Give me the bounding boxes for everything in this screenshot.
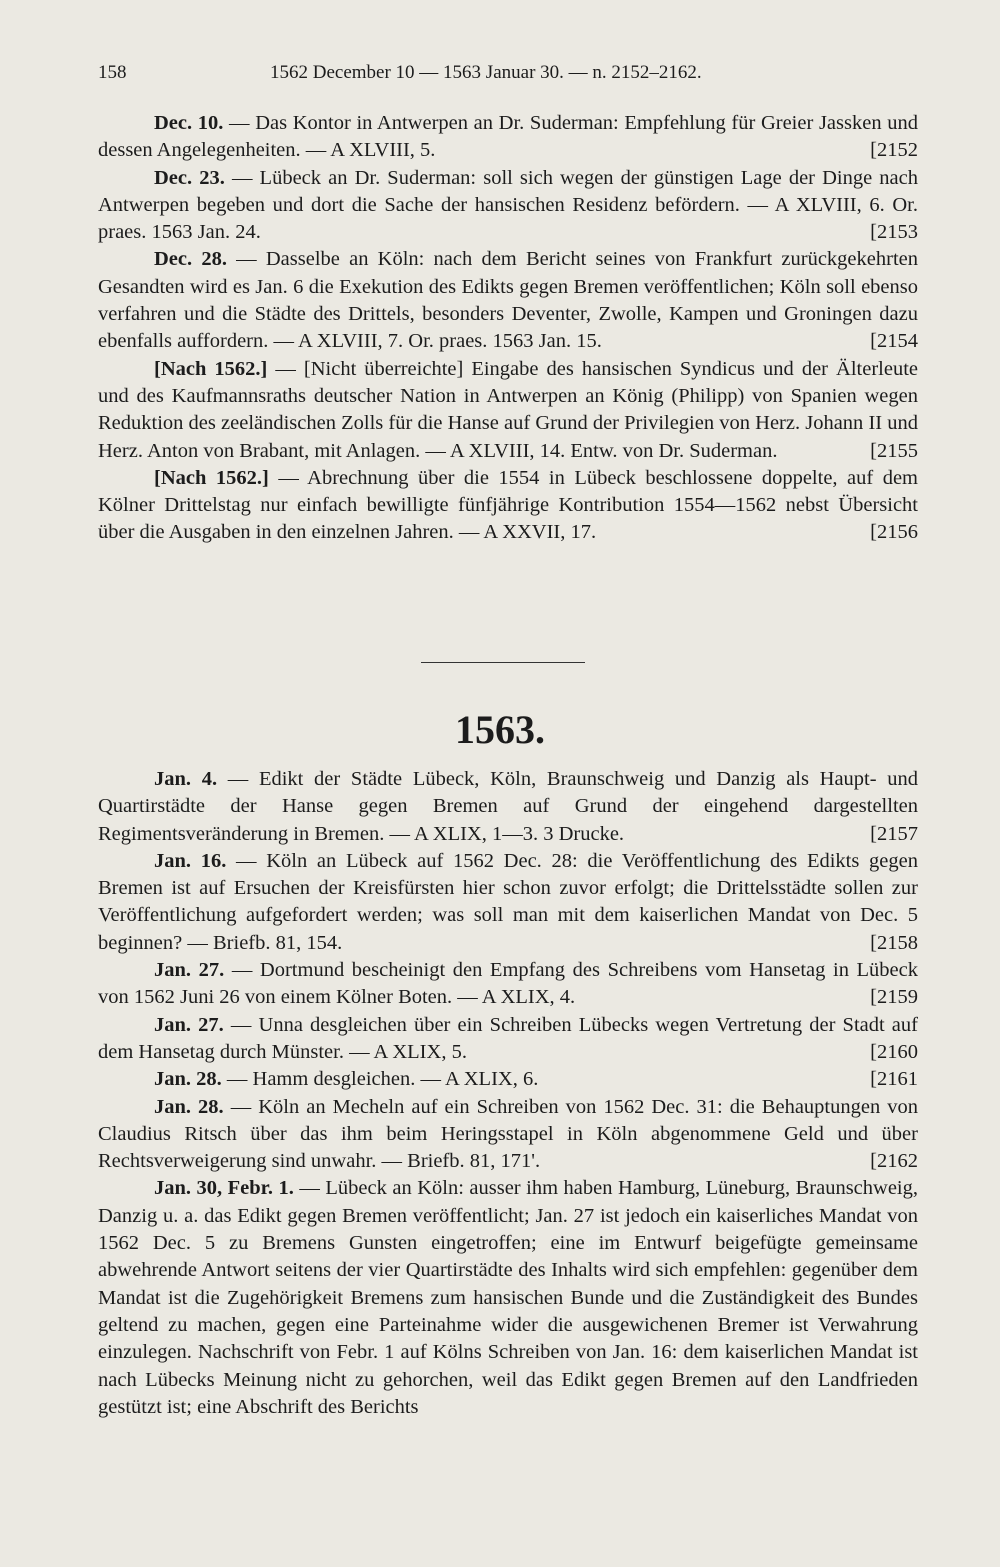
entries-1563: [98, 766, 918, 1421]
entry-text: — Dasselbe an Köln: nach dem Bericht seines von Frankfurt zurückgekehrten Gesandten wird es Jan. 6 die Exekution des Edikts gegen Bremen veröffentlichen; Köln soll ebenso verfahren und die Städte des Drittels, besonders Deventer, Zwolle, Kampen und Groningen dazu ebenfalls auffordern. — A XLVIII, 7. Or. praes. 1563 Jan. 15.: [98, 248, 918, 353]
entry-text: — Dortmund bescheinigt den Empfang des Schreibens vom Hansetag in Lübeck von 1562 Juni 26 von einem Kölner Boten. — A XLIX, 4.: [98, 959, 918, 1009]
page-number: 158: [98, 62, 127, 83]
entry-date: Jan. 28.: [154, 1095, 224, 1118]
entry-text: — Das Kontor in Antwerpen an Dr. Suderman: Empfehlung für Greier Jassken und dessen Angelegenheiten. — A XLVIII, 5.: [98, 112, 918, 162]
entry-number: [2162: [870, 1150, 918, 1173]
entry-number: [2156: [870, 521, 918, 544]
entry-text: — Lübeck an Köln: ausser ihm haben Hamburg, Lüneburg, Braunschweig, Danzig u. a. das Edikt gegen Bremen veröffentlicht; Jan. 27 ist jedoch ein kaiserliches Mandat von 1562 Dec. 5 zu Bremens Gunsten eingetroffen; eine im Entwurf beigefügte gemeinsame abwehrende Antwort seitens der vier Quartirstädte des Inhalts wird sich empfehlen: gegenüber dem Mandat ist die Zugehörigkeit Bremens zum hansischen Bunde und die Zuständigkeit des Bundes geltend zu machen, gegen eine Parteinahme wider die ausgewichenen Bremer ist Verwahrung einzulegen. Nachschrift von Febr. 1 auf Kölns Schreiben von Jan. 16: dem kaiserlichen Mandat ist nach Lübecks Meinung nicht zu gehorchen, weil das Edikt gegen Bremen auf den Landfrieden gestützt ist; eine Abschrift des Berichts: [98, 1177, 918, 1418]
entry-text: — Unna desgleichen über ein Schreiben Lübecks wegen Vertretung der Stadt auf dem Hansetag durch Münster. — A XLIX, 5.: [98, 1013, 918, 1063]
entry-number: [2153: [870, 221, 918, 244]
entry-text: — [Nicht überreichte] Eingabe des hansischen Syndicus und der Älterleute und des Kaufmannsraths deutscher Nation in Antwerpen an König (Philipp) von Spanien wegen Reduktion des zeeländischen Zolls für die Hanse auf Grund der Privilegien von Herz. Johann II und Herz. Anton von Brabant, mit Anlagen. — A XLVIII, 14. Entw. von Dr. Suderman.: [98, 357, 918, 462]
entry-date: Jan. 28.: [154, 1068, 222, 1091]
entry: [98, 1175, 918, 1421]
entry-date: [Nach 1562.]: [154, 466, 269, 489]
entry-number: [2155: [870, 439, 918, 462]
entry-date: Jan. 16.: [154, 849, 227, 872]
entry: [98, 1094, 918, 1176]
entry-number: [2159: [870, 986, 918, 1009]
entry: [98, 1012, 918, 1067]
entry: [98, 356, 918, 465]
entry-text: — Edikt der Städte Lübeck, Köln, Braunschweig und Danzig als Haupt- und Quartirstädte der Hanse gegen Bremen auf Grund der eingehend dargestellten Regimentsveränderung in Bremen. — A XLIX, 1—3. 3 Drucke.: [98, 768, 919, 845]
entry: [98, 465, 918, 547]
section-divider: [421, 662, 585, 663]
entry-text: — Lübeck an Dr. Suderman: soll sich wegen der günstigen Lage der Dinge nach Antwerpen begeben und dort die Sache der hansischen Residenz befördern. — A XLVIII, 6. Or. praes. 1563 Jan. 24.: [98, 166, 918, 244]
entry-date: Jan. 27.: [154, 959, 225, 982]
entry: [98, 246, 918, 355]
running-title: 1562 December 10 — 1563 Januar 30. — n. 2152–2162.: [270, 62, 702, 83]
entry-text: — Köln an Mecheln auf ein Schreiben von 1562 Dec. 31: die Behauptungen von Claudius Ritsch über das ihm beim Heringsstapel in Köln abgenommene Geld und über Rechtsverweigerung sind unwahr. — Briefb. 81, 171'.: [98, 1095, 918, 1173]
section-year-heading: 1563.: [455, 707, 545, 752]
entry-number: [2152: [870, 139, 918, 162]
entry: [98, 165, 918, 247]
entry-date: Jan. 4.: [154, 768, 218, 790]
entry: [98, 766, 918, 848]
entry-text: — Hamm desgleichen. — A XLIX, 6.: [221, 1068, 539, 1091]
entry-number: [2157: [870, 822, 918, 845]
entry-text: — Köln an Lübeck auf 1562 Dec. 28: die Veröffentlichung des Edikts gegen Bremen ist auf Ersuchen der Kreisfürsten hier schon zuvor erfolgt; die Drittelsstädte sollen zur Veröffentlichung aufgefordert werden; was soll man mit dem kaiserlichen Mandat von Dec. 5 beginnen? — Briefb. 81, 154.: [98, 849, 918, 954]
entry-date: Jan. 30, Febr. 1.: [154, 1177, 294, 1200]
entry: [98, 848, 918, 957]
entry: [98, 110, 918, 165]
entry-number: [2154: [870, 330, 918, 353]
entry-number: [2158: [870, 931, 918, 954]
entry-number: [2161: [870, 1068, 918, 1091]
page-header: [98, 62, 918, 90]
entry-date: Dec. 28.: [154, 248, 227, 271]
entry: [98, 957, 918, 1012]
entry: [98, 1066, 918, 1093]
entry-text: — Abrechnung über die 1554 in Lübeck beschlossene doppelte, auf dem Kölner Drittelstag nur einfach bewilligte fünfjährige Kontribution 1554—1562 nebst Übersicht über die Ausgaben in den einzelnen Jahren. — A XXVII, 17.: [98, 466, 918, 544]
entry-date: Dec. 23.: [154, 166, 225, 189]
entry-date: [Nach 1562.]: [154, 357, 268, 380]
entry-date: Jan. 27.: [154, 1013, 224, 1036]
entry-date: Dec. 10.: [154, 112, 224, 134]
entries-1562: [98, 110, 918, 547]
entry-number: [2160: [870, 1040, 918, 1063]
